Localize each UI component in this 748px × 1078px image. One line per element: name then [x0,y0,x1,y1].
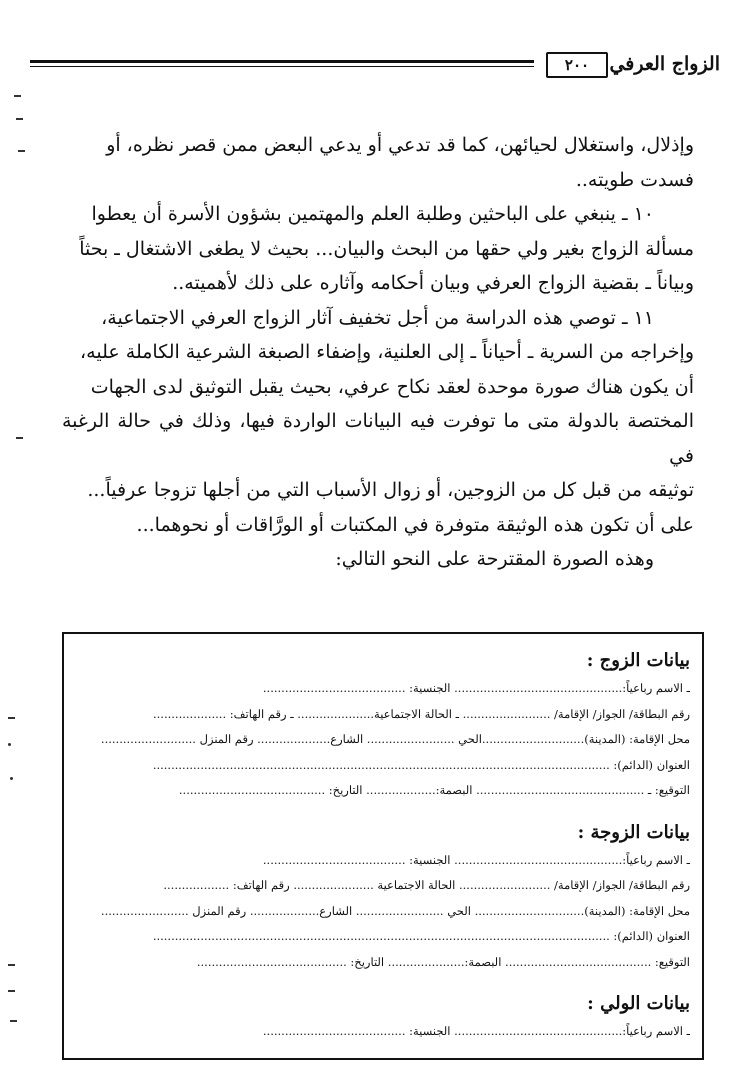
paragraph-item-11 [62,301,694,577]
form-row: العنوان (الدائم): ............................................................................................................................. [152,929,690,943]
scan-dot [8,743,11,746]
section-title: بيانات الزوجة : [577,821,690,843]
guardian-section [64,989,702,1045]
header-rule-thick [30,60,534,63]
text-line: وإخراجه من السرية ـ أحياناً ـ إلى العلنية، وإضفاء الصبغة الشرعية الكاملة عليه، [80,341,694,363]
text-line: وبياناً ـ بقضية الزواج العرفي وبيان أحكامه وآثاره على ذلك لأهميته.. [172,272,694,294]
header-rule-thin [30,66,534,67]
scan-mark [8,990,15,992]
scan-mark [16,118,23,120]
text-line: مسألة الزواج بغير ولي حقها من البحث والبيان... بحيث لا يطغى الاشتغال ـ بحثاً [79,237,694,260]
scan-dot [10,777,13,780]
form-row: رقم البطاقة/ الجواز/ الإقامة/ ........................ ـ الحالة الاجتماعية..................... ـ رقم الهاتف: .................... [152,706,690,721]
contract-form-box [62,632,704,1060]
page-number: ٢٠٠ [546,52,608,78]
form-row: ـ الاسم رباعياً:.............................................. الجنسية: ....................................... [262,1024,690,1038]
scan-mark [14,95,21,97]
text-line: فسدت طويته.. [575,168,694,191]
form-row: التوقيع: ـ .............................................. البصمة:................... التاريخ: ........................................ [178,783,690,797]
form-row: رقم البطاقة/ الجواز/ الإقامة/ ......................... الحالة الاجتماعية ...................... رقم الهاتف: .................. [163,878,690,892]
text-line: المختصة بالدولة متى ما توفرت فيه البيانات الواردة فيها، وذلك في حالة الرغبة في [62,410,694,467]
husband-section [64,646,702,804]
text-line: وهذه الصورة المقترحة على النحو التالي: [335,548,654,570]
form-row: محل الإقامة: (المدينة)............................الحي ........................ الشارع.................... رقم المنزل .......................... [100,732,690,746]
form-row: العنوان (الدائم): ............................................................................................................................. [152,757,690,772]
body-text [62,128,694,577]
text-line: أن يكون هناك صورة موحدة لعقد نكاح عرفي، بحيث يقبل التوثيق لدى الجهات [90,375,694,398]
form-row: محل الإقامة: (المدينة).............................. الحي ........................ الشارع................... رقم المنزل ........................ [100,903,690,918]
text-line: وإذلال، واستغلال لحيائهن، كما قد تدعي أو يدعي البعض ممن قصر نظره، أو [106,134,694,156]
paragraph [62,128,694,197]
text-line: ١٠ ـ ينبغي على الباحثين وطلبة العلم والمهتمين بشؤون الأسرة أن يعطوا [91,203,654,225]
text-line: على أن تكون هذه الوثيقة متوفرة في المكتبات أو الورَّاقات أو نحوهما... [136,513,694,536]
scan-mark [16,437,23,439]
form-row: التوقيع: ........................................ البصمة:..................... التاريخ: ......................................... [196,954,690,969]
running-header [30,50,720,90]
scan-mark [8,717,15,719]
paragraph-item-10 [62,197,694,301]
book-title: الزواج العرفي [609,53,720,75]
section-title: بيانات الولي : [587,993,690,1014]
scan-mark [8,964,15,966]
scan-mark [10,1020,17,1022]
form-row: ـ الاسم رباعياً:.............................................. الجنسية: ....................................... [262,681,690,695]
scan-mark [18,150,25,152]
form-row: ـ الاسم رباعياً:.............................................. الجنسية: ....................................... [262,852,690,867]
wife-section [64,818,702,976]
text-line: توثيقه من قبل كل من الزوجين، أو زوال الأسباب التي من أجلها تزوجا عرفياً... [87,479,694,501]
section-title: بيانات الزوج : [586,650,690,671]
text-line: ١١ ـ توصي هذه الدراسة من أجل تخفيف آثار الزواج العرفي الاجتماعية، [101,306,654,329]
